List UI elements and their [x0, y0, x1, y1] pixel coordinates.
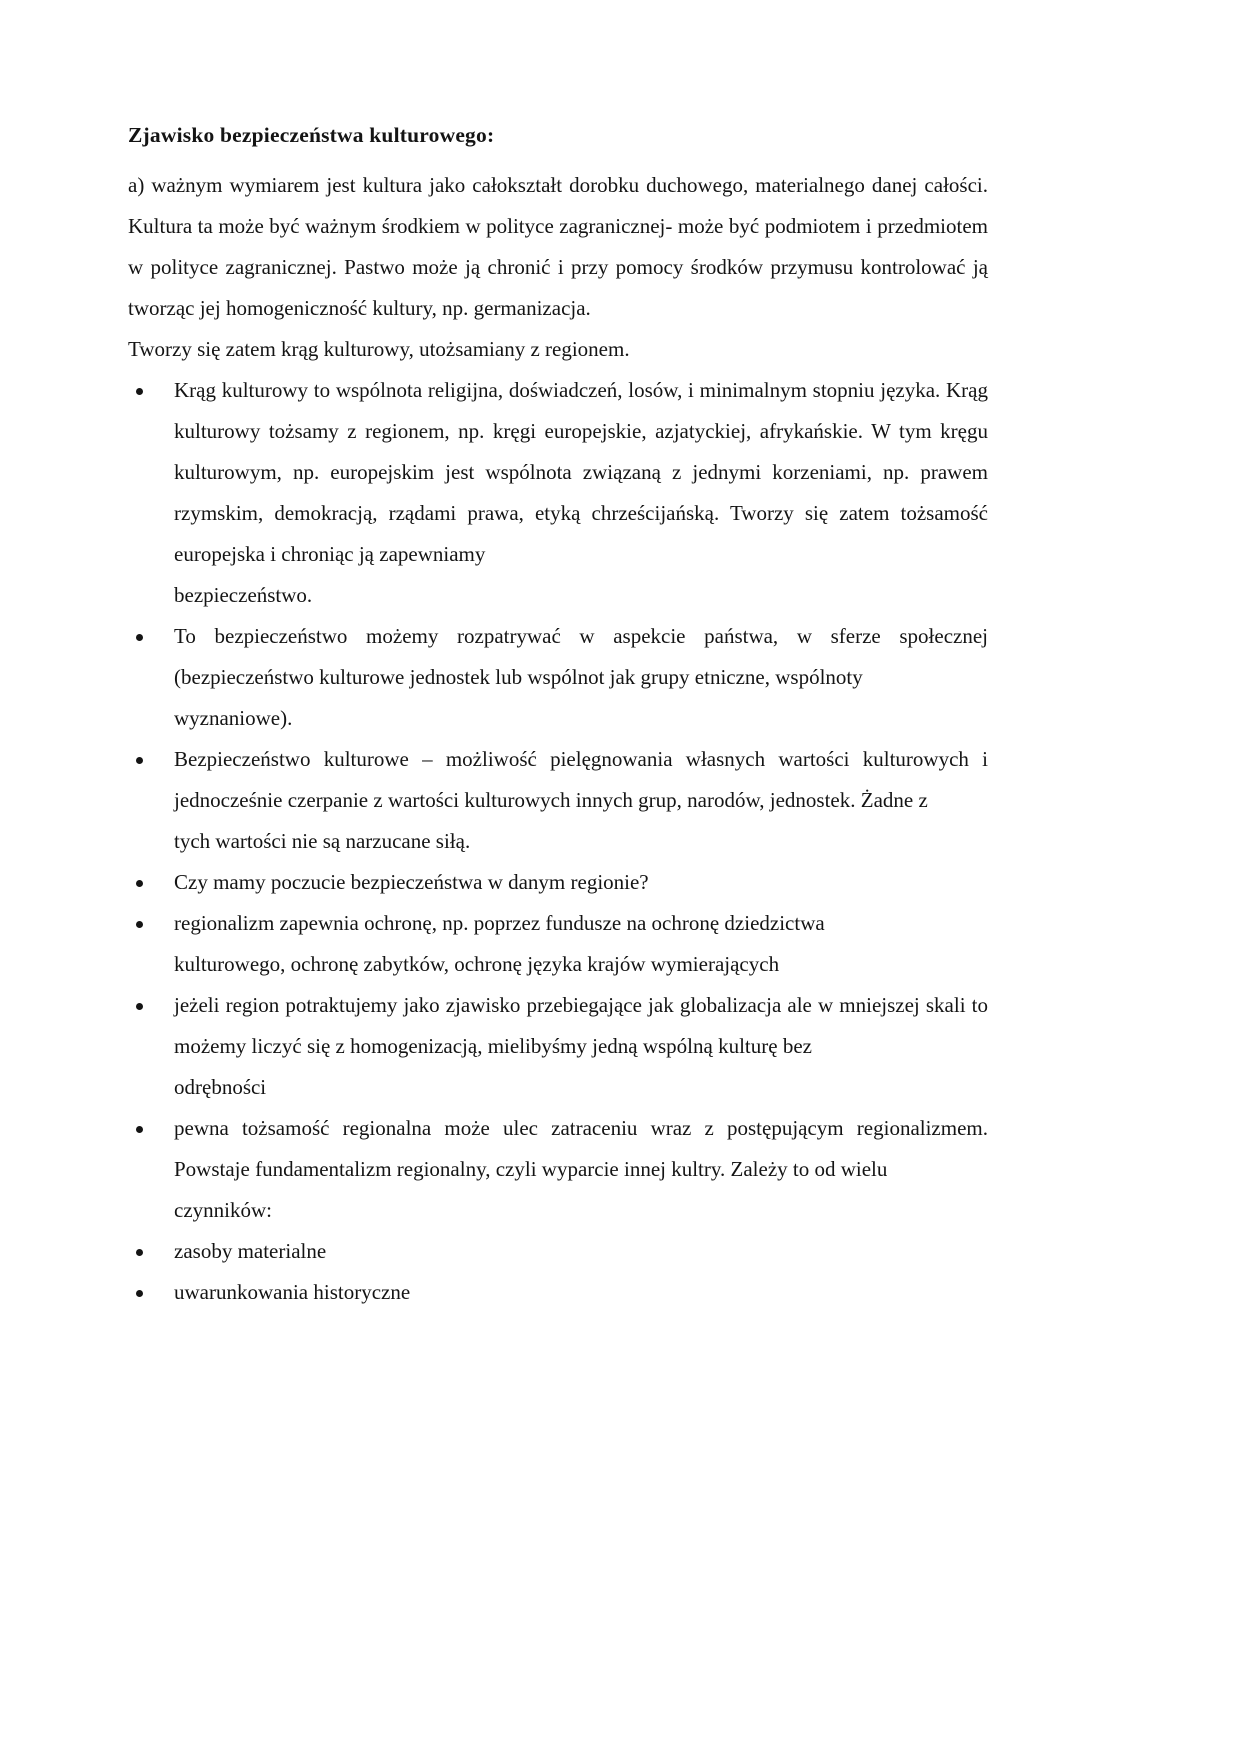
list-item-text: Czy mamy poczucie bezpieczeństwa w danym regionie? — [174, 869, 649, 894]
intro-closing-line: Tworzy się zatem krąg kulturowy, utożsamiany z regionem. — [128, 336, 630, 361]
list-item-tail: kulturowego, ochronę zabytków, ochronę języka krajów wymierających — [174, 951, 780, 976]
page-title: Zjawisko bezpieczeństwa kulturowego: — [128, 123, 495, 147]
list-item-text: regionalizm zapewnia ochronę, np. poprzez fundusze na ochronę dziedzictwa — [174, 910, 825, 935]
list-item — [128, 616, 988, 739]
list-item-text: pewna tożsamość regionalna może ulec zatraceniu wraz z postępującym regionalizmem. Powstaje fundamentalizm regionalny, czyli wyparcie innej kultry. Zależy to od wielu — [174, 1115, 988, 1181]
list-item-text: uwarunkowania historyczne — [174, 1279, 411, 1304]
list-item — [128, 1231, 988, 1272]
list-item — [128, 1272, 988, 1313]
list-item-tail: wyznaniowe). — [174, 705, 293, 730]
list-item-text: zasoby materialne — [174, 1238, 327, 1263]
list-item — [128, 985, 988, 1108]
list-item — [128, 1108, 988, 1231]
list-item-tail: odrębności — [174, 1074, 267, 1099]
list-item-tail: czynników: — [174, 1197, 272, 1222]
bullet-list — [128, 370, 988, 1313]
document-content — [128, 122, 988, 1313]
list-item — [128, 903, 988, 985]
list-item-text: To bezpieczeństwo możemy rozpatrywać w aspekcie państwa, w sferze społecznej (bezpieczeństwo kulturowe jednostek lub wspólnot jak grupy etniczne, wspólnoty — [174, 623, 988, 689]
intro-paragraph: a) ważnym wymiarem jest kultura jako całokształt dorobku duchowego, materialnego danej całości. Kultura ta może być ważnym środkiem w polityce zagranicznej- może być podmiotem i przedmiotem w polityce zagranicznej. Pastwo może ją chronić i przy pomocy środków przymusu kontrolować ją tworząc jej homogeniczność kultury, np. germanizacja. — [128, 172, 988, 320]
list-item — [128, 739, 988, 862]
list-item-tail: bezpieczeństwo. — [174, 582, 313, 607]
list-item-text: Bezpieczeństwo kulturowe – możliwość pielęgnowania własnych wartości kulturowych i jednocześnie czerpanie z wartości kulturowych innych grup, narodów, jednostek. Żadne z — [174, 746, 988, 812]
list-item-tail: tych wartości nie są narzucane siłą. — [174, 828, 471, 853]
list-item — [128, 862, 988, 903]
list-item — [128, 370, 988, 616]
list-item-text: Krąg kulturowy to wspólnota religijna, doświadczeń, losów, i minimalnym stopniu języka. Krąg kulturowy tożsamy z regionem, np. kręgi europejskie, azjatyckiej, afrykańskie. W tym kręgu kulturowym, np. europejskim jest wspólnota związaną z jednymi korzeniami, np. prawem rzymskim, demokracją, rządami prawa, etyką chrześcijańską. Tworzy się zatem tożsamość europejska i chroniąc ją zapewniamy — [174, 377, 988, 566]
list-item-text: jeżeli region potraktujemy jako zjawisko przebiegające jak globalizacja ale w mniejszej skali to możemy liczyć się z homogenizacją, mielibyśmy jedną wspólną kulturę bez — [174, 992, 988, 1058]
